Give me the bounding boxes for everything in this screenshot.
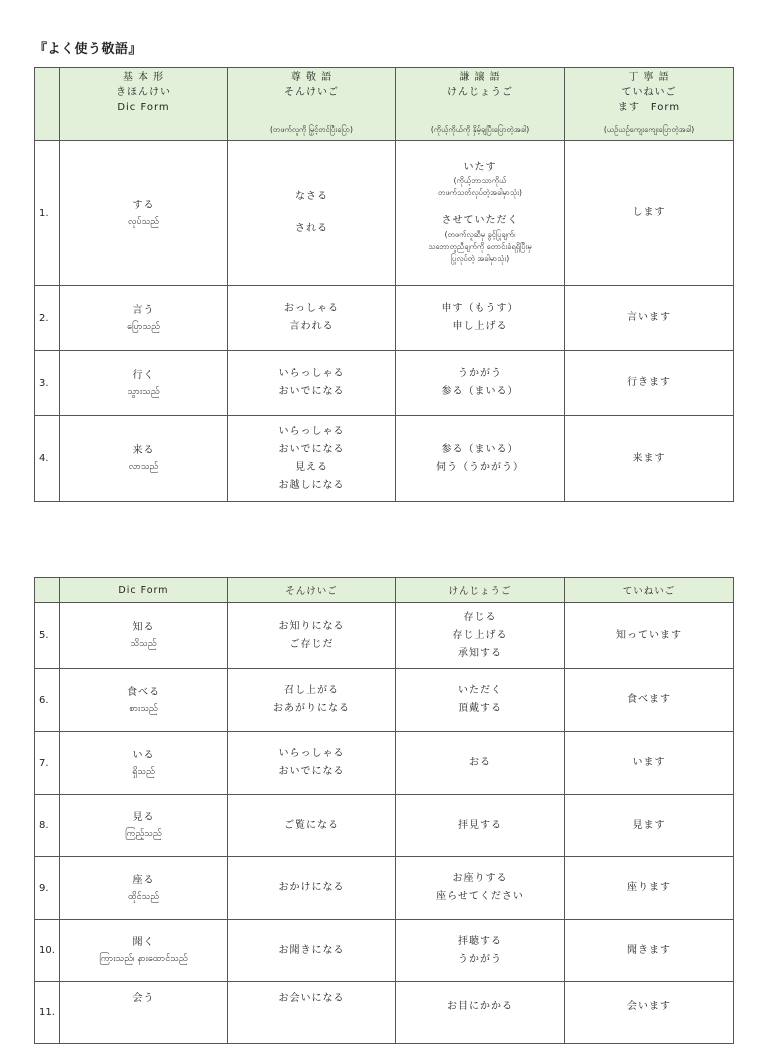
- kenjougo-cell: いたす (ကိုယ့်ဘာသာကိုယ် တဖက်သတ်လုပ်တဲ့အခါမှာသုံး) させていただく (တဖက်လူဆီမှ ခွင့်ပြုချက်၊ သဘောတူညီချက်ကို တောင်းခံရရှိပြီးမှ ပြုလုပ်တဲ့ အခါမှာသုံး): [396, 141, 565, 286]
- row-number: 6.: [35, 669, 60, 732]
- table-row: [35, 286, 734, 351]
- row-number: 3.: [35, 351, 60, 416]
- table-row: [35, 351, 734, 416]
- table-row: [35, 669, 734, 732]
- row-number: 9.: [35, 857, 60, 920]
- table-row: [35, 982, 734, 1044]
- row-number: 1.: [35, 141, 60, 286]
- kenjougo-cell: お目にかかる: [396, 982, 565, 1044]
- teineigo-cell: います: [565, 732, 734, 795]
- header-dic-form: Dic Form: [60, 578, 228, 603]
- sonkeigo-cell: いらっしゃる おいでになる: [228, 351, 396, 416]
- kenjougo-cell: うかがう 参る（まいる）: [396, 351, 565, 416]
- header-kenjougo: けんじょうご: [396, 578, 565, 603]
- table-row: [35, 795, 734, 857]
- kenjougo-cell: 拝聴する うかがう: [396, 920, 565, 982]
- header-dic-form: 基 本 形 きほんけい Dic Form: [60, 68, 228, 141]
- keigo-table-1: [34, 67, 734, 502]
- header-row: [35, 578, 734, 603]
- teineigo-cell: 見ます: [565, 795, 734, 857]
- header-teineigo-note: (ယဉ်ယဉ်ကျေးကျေးပြောတဲ့အခါ): [603, 125, 695, 134]
- dic-form-cell: 知る သိသည်: [60, 603, 228, 669]
- table-row: [35, 416, 734, 502]
- header-kenjougo-note: (ကိုယ့်ကိုယ်ကို နှိမ့်ချပြီးပြောတဲ့အခါ): [430, 125, 530, 134]
- dic-form-cell: する လုပ်သည်: [60, 141, 228, 286]
- kenjougo-cell: お座りする 座らせてください: [396, 857, 565, 920]
- teineigo-cell: 来ます: [565, 416, 734, 502]
- document-title: 『よく使う敬語』: [34, 42, 143, 57]
- header-sonkeigo-note: (တဖက်လူကို မြှင့်တင်ပြီးပြော): [270, 125, 353, 134]
- teineigo-cell: 会います: [565, 982, 734, 1044]
- row-number: 7.: [35, 732, 60, 795]
- dic-form-cell: 食べる စားသည်: [60, 669, 228, 732]
- dic-form-cell: 言う ပြောသည်: [60, 286, 228, 351]
- teineigo-cell: 聞きます: [565, 920, 734, 982]
- header-row: [35, 68, 734, 141]
- teineigo-cell: 言います: [565, 286, 734, 351]
- row-number: 11.: [35, 982, 60, 1044]
- sonkeigo-cell: おっしゃる 言われる: [228, 286, 396, 351]
- header-teineigo: 丁 寧 語 ていねいご ます Form (ယဉ်ယဉ်ကျေးကျေးပြောတဲ့အခါ): [565, 68, 734, 141]
- teineigo-cell: 食べます: [565, 669, 734, 732]
- kenjougo-cell: 存じる 存じ上げる 承知する: [396, 603, 565, 669]
- kenjougo-cell: 申す（もうす） 申し上げる: [396, 286, 565, 351]
- kenjougo-cell: 拝見する: [396, 795, 565, 857]
- sonkeigo-cell: お知りになる ご存じだ: [228, 603, 396, 669]
- teineigo-cell: します: [565, 141, 734, 286]
- header-sonkeigo: 尊 敬 語 そんけいご (တဖက်လူကို မြှင့်တင်ပြီးပြော): [228, 68, 396, 141]
- dic-form-cell: 聞く ကြားသည်၊ နားထောင်သည်: [60, 920, 228, 982]
- sonkeigo-cell: お会いになる: [228, 982, 396, 1044]
- dic-form-cell: 座る ထိုင်သည်: [60, 857, 228, 920]
- header-sonkeigo: そんけいご: [228, 578, 396, 603]
- sonkeigo-cell: なさる される: [228, 141, 396, 286]
- kenjougo-cell: 参る（まいる） 伺う（うかがう）: [396, 416, 565, 502]
- keigo-table-2: [34, 577, 734, 1044]
- sonkeigo-cell: おかけになる: [228, 857, 396, 920]
- table-row: [35, 732, 734, 795]
- header-kenjougo: 謙 譲 語 けんじょうご (ကိုယ့်ကိုယ်ကို နှိမ့်ချပြီးပြောတဲ့အခါ): [396, 68, 565, 141]
- teineigo-cell: 行きます: [565, 351, 734, 416]
- kenjougo-cell: おる: [396, 732, 565, 795]
- header-teineigo: ていねいご: [565, 578, 734, 603]
- dic-form-cell: 来る လာသည်: [60, 416, 228, 502]
- dic-form-cell: 会う: [60, 982, 228, 1044]
- table-row: [35, 857, 734, 920]
- teineigo-cell: 知っています: [565, 603, 734, 669]
- row-number: 2.: [35, 286, 60, 351]
- dic-form-cell: いる ရှိသည်: [60, 732, 228, 795]
- row-number: 4.: [35, 416, 60, 502]
- row-number: 8.: [35, 795, 60, 857]
- table-row: [35, 603, 734, 669]
- row-number: 5.: [35, 603, 60, 669]
- header-num: [35, 68, 60, 141]
- table-row: [35, 141, 734, 286]
- dic-form-cell: 見る ကြည့်သည်: [60, 795, 228, 857]
- table-row: [35, 920, 734, 982]
- header-num: [35, 578, 60, 603]
- sonkeigo-cell: いらっしゃる おいでになる 見える お越しになる: [228, 416, 396, 502]
- dic-form-cell: 行く သွားသည်: [60, 351, 228, 416]
- sonkeigo-cell: いらっしゃる おいでになる: [228, 732, 396, 795]
- teineigo-cell: 座ります: [565, 857, 734, 920]
- sonkeigo-cell: お聞きになる: [228, 920, 396, 982]
- sonkeigo-cell: 召し上がる おあがりになる: [228, 669, 396, 732]
- row-number: 10.: [35, 920, 60, 982]
- kenjougo-cell: いただく 頂戴する: [396, 669, 565, 732]
- sonkeigo-cell: ご覧になる: [228, 795, 396, 857]
